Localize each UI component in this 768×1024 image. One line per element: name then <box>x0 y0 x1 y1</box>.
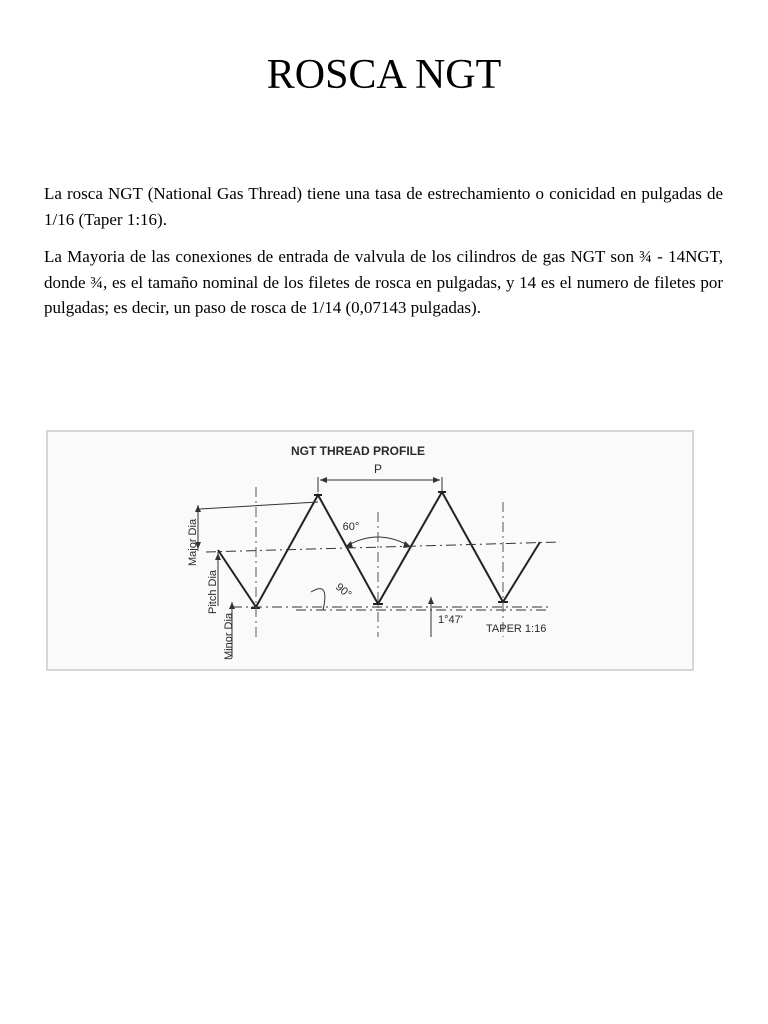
major-dia-label: Major Dia <box>187 518 199 566</box>
thread-profile-figure <box>46 430 694 671</box>
taper-label: TAPER 1:16 <box>486 623 547 635</box>
pitch-dia-label: Pitch Dia <box>207 569 219 614</box>
page-title: ROSCA NGT <box>266 52 502 98</box>
pitch-label: P <box>373 462 383 476</box>
thread-profile-line <box>218 492 540 607</box>
taper-angle-label: 1°47' <box>438 614 463 626</box>
paragraph-taper-description: La rosca NGT (National Gas Thread) tiene una tasa de estrechamiento o conicidad en pulgadas de 1/16 (Taper 1:16). <box>44 184 723 229</box>
angle-60-label: 60° <box>342 521 360 533</box>
pitch-dimension <box>318 477 442 492</box>
minor-dia-label: Minor Dia <box>223 612 235 660</box>
major-dia-line <box>200 502 318 509</box>
paragraph-connection-description: La Mayoria de las conexiones de entrada de valvula de los cilindros de gas NGT son ¾ - 14NGT, donde ¾, es el tamaño nominal de los filetes de rosca en pulgadas, y 14 es el numero de filetes por pulgadas; es decir, un paso de rosca de 1/14 (0,07143 pulgadas). <box>44 247 723 317</box>
angle-90-label: 90° <box>333 581 354 601</box>
figure-title: NGT THREAD PROFILE <box>291 444 425 458</box>
vertical-center-lines <box>256 487 503 637</box>
thread-profile-diagram <box>48 432 692 669</box>
pitch-line <box>206 542 560 552</box>
taper-angle-marker <box>428 597 434 637</box>
